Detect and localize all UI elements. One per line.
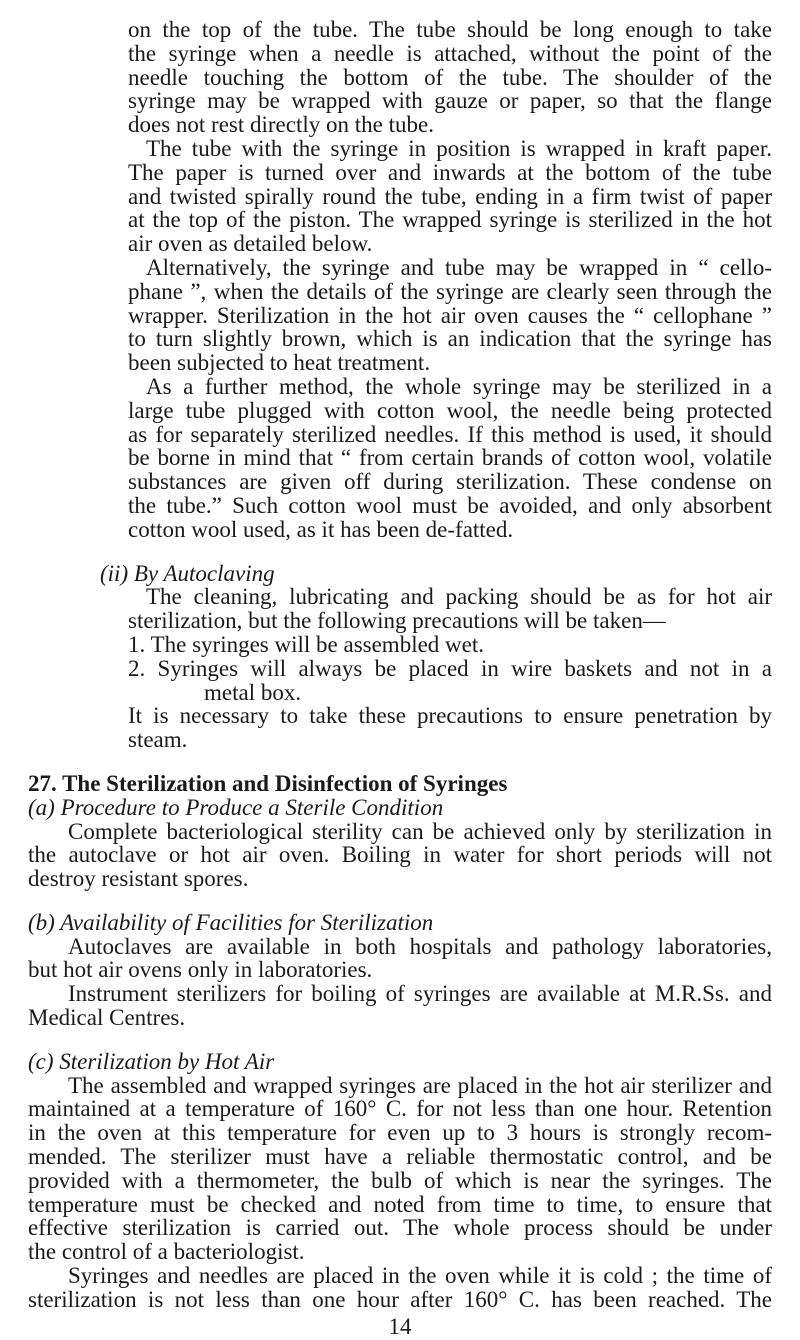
text-line: on the top of the tube. The tube should be long enough to take (128, 17, 772, 42)
text-line: Autoclaves are available in both hospitals and pathology laboratories, (68, 933, 772, 959)
text-line: but hot air ovens only in laboratories. (28, 957, 373, 983)
text-line: It is necessary to take these precautions to ensure penetration by (128, 703, 772, 729)
section-heading: (ii) By Autoclaving (100, 560, 275, 586)
text-line: The cleaning, lubricating and packing should be as for hot air (146, 584, 772, 610)
text-line: Alternatively, the syringe and tube may be wrapped in “ cello- (146, 254, 772, 280)
text-line: destroy resistant spores. (28, 866, 249, 892)
list-item: 1. The syringes will be assembled wet. (128, 631, 485, 657)
text-line: does not rest directly on the tube. (128, 112, 434, 138)
text-line: at the top of the piston. The wrapped syringe is sterilized in the hot (128, 207, 772, 233)
text-line: provided with a thermometer, the bulb of which is near the syringes. The (28, 1167, 772, 1193)
text-line: air oven as detailed below. (128, 231, 373, 257)
text-line: the syringe when a needle is attached, without the point of the (128, 40, 772, 66)
text-line: mended. The sterilizer must have a reliable thermostatic control, and be (28, 1144, 772, 1170)
text-line: substances are given off during sterilization. These condense on (128, 469, 772, 495)
text-line: the control of a bacteriologist. (28, 1239, 305, 1265)
text-line: Complete bacteriological sterility can be achieved only by sterilization in (68, 818, 772, 844)
text-line: temperature must be checked and noted from time to time, to ensure that (28, 1191, 772, 1217)
text-line: in the oven at this temperature for even up to 3 hours is strongly recom- (28, 1120, 772, 1146)
text-line: and twisted spirally round the tube, ending in a firm twist of paper (128, 183, 772, 209)
text-line: steam. (128, 727, 188, 753)
text-line: Syringes and needles are placed in the oven while it is cold ; the time of (68, 1263, 772, 1289)
text-line: As a further method, the whole syringe may be sterilized in a (146, 373, 772, 399)
text-line: to turn slightly brown, which is an indication that the syringe has (128, 326, 772, 352)
section-heading: 27. The Sterilization and Disinfection of Syringes (28, 770, 508, 796)
text-line: phane ”, when the details of the syringe are clearly seen through the (128, 278, 772, 304)
text-line: syringe may be wrapped with gauze or paper, so that the flange (128, 88, 772, 114)
text-line: sterilization is not less than one hour after 160° C. has been reached. The (28, 1286, 772, 1312)
text-line: large tube plugged with cotton wool, the needle being protected (128, 397, 772, 423)
section-27 (28, 772, 772, 1312)
text-line: the tube.” Such cotton wool must be avoided, and only absorbent (128, 492, 772, 518)
text-line: maintained at a temperature of 160° C. for not less than one hour. Retention (28, 1096, 772, 1122)
subsection-heading: (c) Sterilization by Hot Air (28, 1048, 275, 1074)
text-line: as for separately sterilized needles. If this method is used, it should (128, 421, 772, 447)
page-number: 14 (388, 1313, 412, 1339)
text-line: be borne in mind that “ from certain brands of cotton wool, volatile (128, 445, 772, 471)
text-line: cotton wool used, as it has been de-fatted. (128, 516, 514, 542)
text-line: The assembled and wrapped syringes are placed in the hot air sterilizer and (68, 1072, 772, 1098)
subsection-heading: (b) Availability of Facilities for Sterilization (28, 909, 434, 935)
text-line: sterilization, but the following precautions will be taken— (128, 608, 666, 634)
top-text-block (28, 18, 772, 542)
text-line: The tube with the syringe in position is wrapped in kraft paper. (146, 135, 772, 161)
list-item: 2. Syringes will always be placed in wire baskets and not in a (128, 655, 772, 681)
text-line: effective sterilization is carried out. The whole process should be under (28, 1215, 772, 1241)
text-line: been subjected to heat treatment. (128, 350, 431, 376)
text-line: needle touching the bottom of the tube. The shoulder of the (128, 64, 772, 90)
text-line: Instrument sterilizers for boiling of syringes are available at M.R.Ss. and (68, 981, 772, 1007)
autoclaving-section (28, 562, 772, 752)
text-line: wrapper. Sterilization in the hot air oven causes the “ cellophane ” (128, 302, 772, 328)
list-item-continuation: metal box. (204, 679, 302, 705)
text-line: Medical Centres. (28, 1005, 186, 1031)
subsection-heading: (a) Procedure to Produce a Sterile Condition (28, 794, 444, 820)
text-line: The paper is turned over and inwards at the bottom of the tube (128, 159, 772, 185)
text-line: the autoclave or hot air oven. Boiling in water for short periods will not (28, 842, 772, 868)
